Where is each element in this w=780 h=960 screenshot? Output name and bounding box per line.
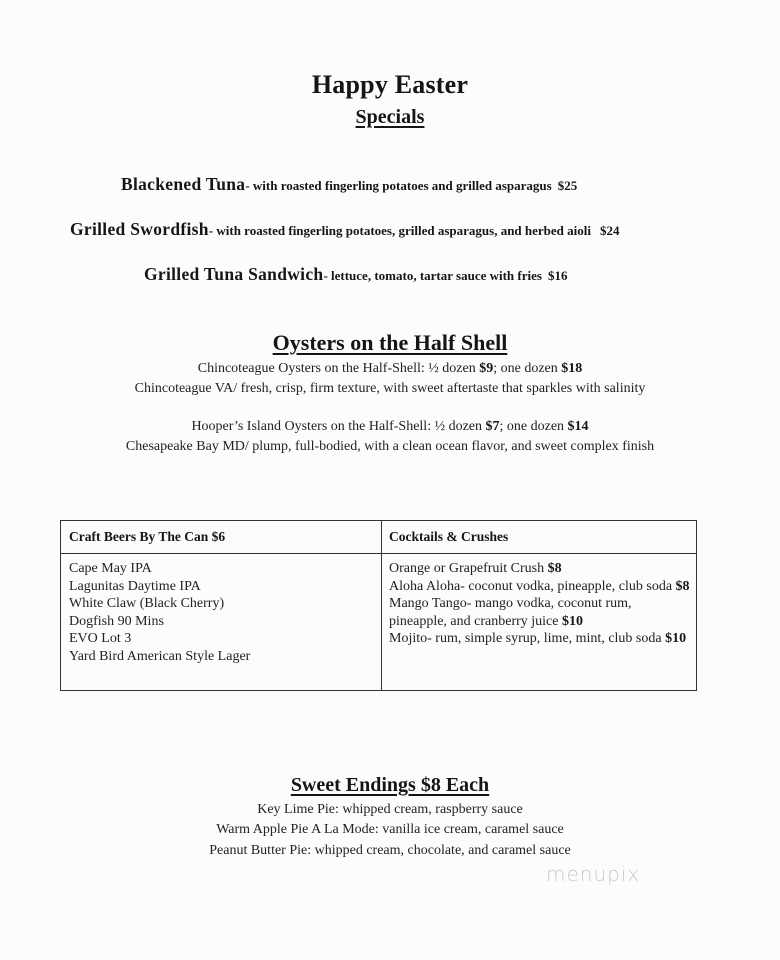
sweets-heading: Sweet Endings $8 Each	[290, 774, 490, 796]
cocktails-list	[381, 554, 696, 648]
special-description: - lettuce, tomato, tartar sauce with fries	[323, 268, 542, 283]
oyster-dozen-price: $14	[567, 419, 589, 434]
drinks-table	[60, 520, 697, 691]
cocktail-text: Mango Tango- mango vodka, coconut rum, pineapple, and cranberry juice	[389, 596, 632, 629]
cocktail-item	[389, 630, 690, 648]
special-name: Blackened Tuna	[121, 174, 246, 194]
oyster-title	[0, 419, 780, 435]
special-item	[70, 219, 620, 240]
oyster-name: Chincoteague Oysters on the Half-Shell: ½ dozen	[197, 361, 480, 376]
oyster-description: Chincoteague VA/ fresh, crisp, firm texture, with sweet aftertaste that sparkles with salinity	[134, 381, 646, 396]
cocktail-text: Mojito- rum, simple syrup, lime, mint, club soda	[389, 631, 666, 647]
special-description: - with roasted fingerling potatoes, grilled asparagus, and herbed aioli	[208, 223, 591, 238]
dessert-item: Key Lime Pie: whipped cream, raspberry sauce	[257, 802, 523, 817]
specials-heading: Specials	[355, 106, 425, 128]
beer-item: Dogfish 90 Mins	[69, 613, 164, 629]
oyster-name: Hooper’s Island Oysters on the Half-Shell: ½ dozen	[191, 419, 486, 434]
beers-header: Craft Beers By The Can $6	[61, 521, 381, 554]
dessert-item: Peanut Butter Pie: whipped cream, chocolate, and caramel sauce	[209, 843, 571, 858]
cocktail-item	[389, 578, 690, 596]
beer-item: Yard Bird American Style Lager	[69, 648, 251, 664]
cocktail-price: $10	[561, 613, 583, 629]
beers-column	[61, 521, 382, 690]
special-price: $24	[600, 223, 620, 238]
beer-item: Cape May IPA	[69, 561, 152, 576]
oyster-title	[0, 361, 780, 377]
special-name: Grilled Tuna Sandwich	[144, 264, 324, 284]
dessert-item: Warm Apple Pie A La Mode: vanilla ice cream, caramel sauce	[216, 822, 564, 837]
oyster-description: Chesapeake Bay MD/ plump, full-bodied, with a clean ocean flavor, and sweet complex finish	[125, 439, 655, 454]
oyster-dozen-price: $18	[561, 361, 583, 376]
watermark-logo: menupix	[546, 862, 641, 886]
special-price: $16	[547, 268, 568, 283]
oysters-heading: Oysters on the Half Shell	[272, 330, 508, 355]
beers-list	[61, 554, 381, 666]
cocktail-item	[389, 560, 690, 578]
special-item	[121, 174, 577, 195]
beer-item: Lagunitas Daytime IPA	[69, 578, 201, 594]
special-description: - with roasted fingerling potatoes and grilled asparagus	[245, 178, 552, 193]
cocktail-item	[389, 595, 690, 630]
cocktail-price: $8	[675, 578, 690, 594]
special-name: Grilled Swordfish	[70, 219, 209, 239]
cocktails-header: Cocktails & Crushes	[381, 521, 696, 554]
beer-item: White Claw (Black Cherry)	[69, 596, 225, 612]
special-price: $25	[557, 178, 578, 193]
oyster-separator: ; one dozen	[493, 361, 562, 376]
beer-item: EVO Lot 3	[69, 631, 132, 647]
cocktail-text: Aloha Aloha- coconut vodka, pineapple, club soda	[389, 578, 676, 594]
cocktails-column	[381, 521, 696, 690]
oyster-half-price: $7	[485, 419, 500, 434]
special-item	[144, 264, 567, 285]
cocktail-price: $10	[665, 631, 687, 647]
oyster-half-price: $9	[479, 361, 494, 376]
cocktail-text: Orange or Grapefruit Crush	[389, 561, 548, 576]
page-title: Happy Easter	[311, 70, 469, 99]
oyster-separator: ; one dozen	[499, 419, 568, 434]
cocktail-price: $8	[547, 561, 562, 576]
